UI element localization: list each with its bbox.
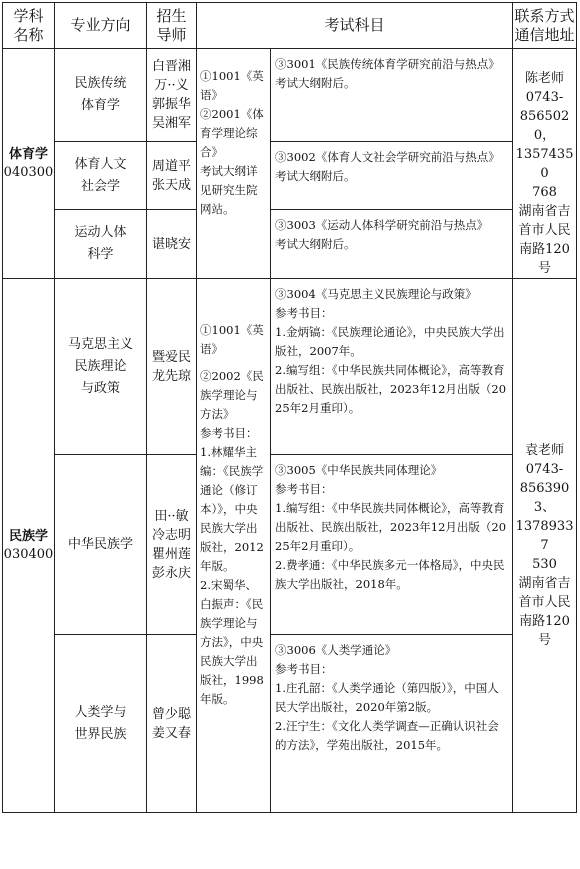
subject-pe [3, 49, 55, 279]
subject-code: 030400 [3, 546, 54, 562]
tutor-cell [147, 279, 197, 455]
exam-item: ①1001《英语》 [200, 323, 264, 356]
header-contact [513, 3, 577, 49]
exam-item: 1.编写组：《中华民族共同体概论》，高等教育出版社、民族出版社，2023年12月出版（2025年2月重印）。 [275, 501, 507, 553]
specific-exam-cell [271, 141, 513, 210]
contact-line: 530 [532, 557, 557, 572]
admissions-table [2, 2, 577, 813]
header-subject [3, 3, 55, 49]
direction-label: 世界民族 [74, 726, 127, 742]
tutor-name: 田··敏 [154, 508, 189, 524]
tutor-name: 万··义 [154, 77, 189, 93]
exam-item: 考试大纲详见研究生院网站。 [200, 164, 258, 216]
direction-label: 社会学 [80, 178, 120, 194]
tutor-name: 曾少聪 [151, 706, 191, 722]
direction-label: 体育学 [80, 97, 120, 113]
specific-exam-cell [271, 455, 513, 635]
contact-line: 8565020， [519, 109, 570, 143]
header-subject-line2: 名称 [13, 25, 44, 44]
contact-line: 8563903、 [519, 481, 570, 515]
contact-line: 13789337 [515, 519, 574, 553]
exam-item: ③3002《体育人文社会学研究前沿与热点》 [275, 149, 500, 164]
tutor-name: 瞿州莲 [151, 546, 191, 562]
tutor-name: 郭振华 [151, 96, 191, 112]
exam-item: ③3006《人类学通论》 [275, 643, 397, 657]
contact-line: 13574350 [515, 147, 574, 181]
specific-exam-cell [271, 210, 513, 279]
contact-line: 袁老师 [525, 443, 565, 458]
direction-label: 人类学与 [74, 704, 127, 720]
tutor-name: 冷志明 [151, 527, 191, 543]
tutor-cell [147, 210, 197, 279]
contact-line: 首市人民 [518, 595, 571, 610]
table-row [3, 49, 577, 142]
tutor-name: 周道平 [151, 158, 191, 174]
exam-item: 2.宋蜀华、白振声：《民族学理论与方法》，中央民族大学出版社，1998年版。 [200, 578, 264, 706]
direction-label: 体育人文 [74, 156, 127, 172]
header-subject-line1: 学科 [13, 6, 44, 25]
table-row [3, 141, 577, 210]
exam-item: 参考书目： [275, 306, 333, 320]
exam-item: 考试大纲附后。 [275, 76, 356, 90]
exam-item: ③3004《马克思主义民族理论与政策》 [275, 287, 477, 301]
contact-cell [513, 49, 577, 279]
tutor-name: 彭永庆 [151, 565, 191, 581]
direction-label: 民族理论 [74, 358, 127, 374]
header-tutor-line1: 招生 [156, 6, 187, 25]
tutor-name: 张天成 [151, 177, 191, 193]
contact-line: 南路120 [519, 614, 570, 629]
contact-line: 0743- [525, 462, 564, 477]
exam-item: ③3003《运动人体科学研究前沿与热点》 [275, 218, 489, 233]
direction-cell [55, 49, 147, 142]
exam-item: 2.编写组：《中华民族共同体概论》，高等教育出版社、民族出版社，2023年12月出版（2025年2月重印）。 [275, 363, 507, 415]
exam-item: 参考书目： [275, 662, 333, 676]
direction-cell [55, 279, 147, 455]
exam-item: 参考书目： [275, 482, 333, 496]
direction-label: 运动人体 [74, 225, 127, 241]
contact-line: 768 [532, 185, 557, 200]
subject-ethnology [3, 279, 55, 813]
exam-item: ①1001《英语》 [200, 69, 264, 102]
exam-item: 2.费孝通：《中华民族多元一体格局》，中央民族大学出版社，2018年。 [275, 558, 505, 591]
contact-line: 湖南省吉 [518, 576, 571, 591]
contact-line: 南路120 [519, 242, 570, 257]
contact-line: 陈老师 [525, 71, 565, 86]
tutor-name: 白晋湘 [151, 58, 191, 74]
header-row [3, 3, 577, 49]
table-row [3, 279, 577, 455]
contact-cell [513, 279, 577, 813]
contact-line: 首市人民 [518, 223, 571, 238]
exam-item: ③3001《民族传统体育学研究前沿与热点》 [275, 57, 500, 71]
exam-item: ②2002《民族学理论与方法》 [200, 369, 264, 421]
exam-item: ②2001《体育学理论综合》 [200, 107, 264, 159]
direction-label: 中华民族学 [67, 536, 133, 552]
table-row [3, 635, 577, 813]
exam-item: 1.林耀华主编：《民族学通论（修订本）》，中央民族大学出版社，2012年版。 [200, 445, 264, 573]
contact-line: 号 [538, 261, 552, 276]
tutor-name: 暨爱民 [151, 349, 191, 365]
exam-item: 1.金炳镐：《民族理论通论》，中央民族大学出版社，2007年。 [275, 325, 505, 358]
direction-cell [55, 141, 147, 210]
exam-item: 考试大纲附后。 [275, 237, 356, 252]
subject-code: 040300 [3, 164, 54, 180]
exam-item: ③3005《中华民族共同体理论》 [275, 463, 443, 477]
common-exam-cell [197, 49, 271, 279]
table-row [3, 455, 577, 635]
direction-cell [55, 635, 147, 813]
specific-exam-cell [271, 635, 513, 813]
tutor-name: 姜又春 [151, 725, 191, 741]
header-direction: 专业方向 [55, 3, 147, 49]
direction-label: 科学 [87, 247, 114, 263]
direction-cell [55, 210, 147, 279]
specific-exam-cell [271, 49, 513, 142]
subject-name: 民族学 [8, 528, 48, 544]
tutor-cell [147, 635, 197, 813]
specific-exam-cell [271, 279, 513, 455]
tutor-name: 龙先琼 [151, 368, 191, 384]
exam-item: 参考书目： [200, 426, 258, 440]
tutor-cell [147, 455, 197, 635]
contact-line: 0743- [525, 90, 564, 105]
header-tutor-line2: 导师 [156, 25, 187, 44]
tutor-cell [147, 141, 197, 210]
table-row [3, 210, 577, 279]
exam-item: 1.庄孔韶：《人类学通论（第四版）》，中国人民大学出版社，2020年第2版。 [275, 681, 499, 714]
header-contact-line2: 通信地址 [514, 25, 575, 44]
tutor-name: 谌晓安 [151, 236, 191, 252]
tutor-name: 吴湘军 [151, 115, 191, 131]
header-contact-line1: 联系方式 [514, 6, 575, 25]
direction-label: 与政策 [80, 380, 120, 396]
direction-label: 马克思主义 [67, 336, 133, 352]
tutor-cell [147, 49, 197, 142]
direction-label: 民族传统 [74, 75, 127, 91]
exam-item: 2.汪宁生：《文化人类学调查—正确认识社会的方法》，学苑出版社，2015年。 [275, 719, 499, 752]
direction-cell [55, 455, 147, 635]
subject-name: 体育学 [8, 146, 48, 162]
header-tutor [147, 3, 197, 49]
contact-line: 号 [538, 633, 552, 648]
header-exam: 考试科目 [197, 3, 513, 49]
exam-item: 考试大纲附后。 [275, 168, 356, 183]
common-exam-cell [197, 279, 271, 813]
contact-line: 湖南省吉 [518, 204, 571, 219]
